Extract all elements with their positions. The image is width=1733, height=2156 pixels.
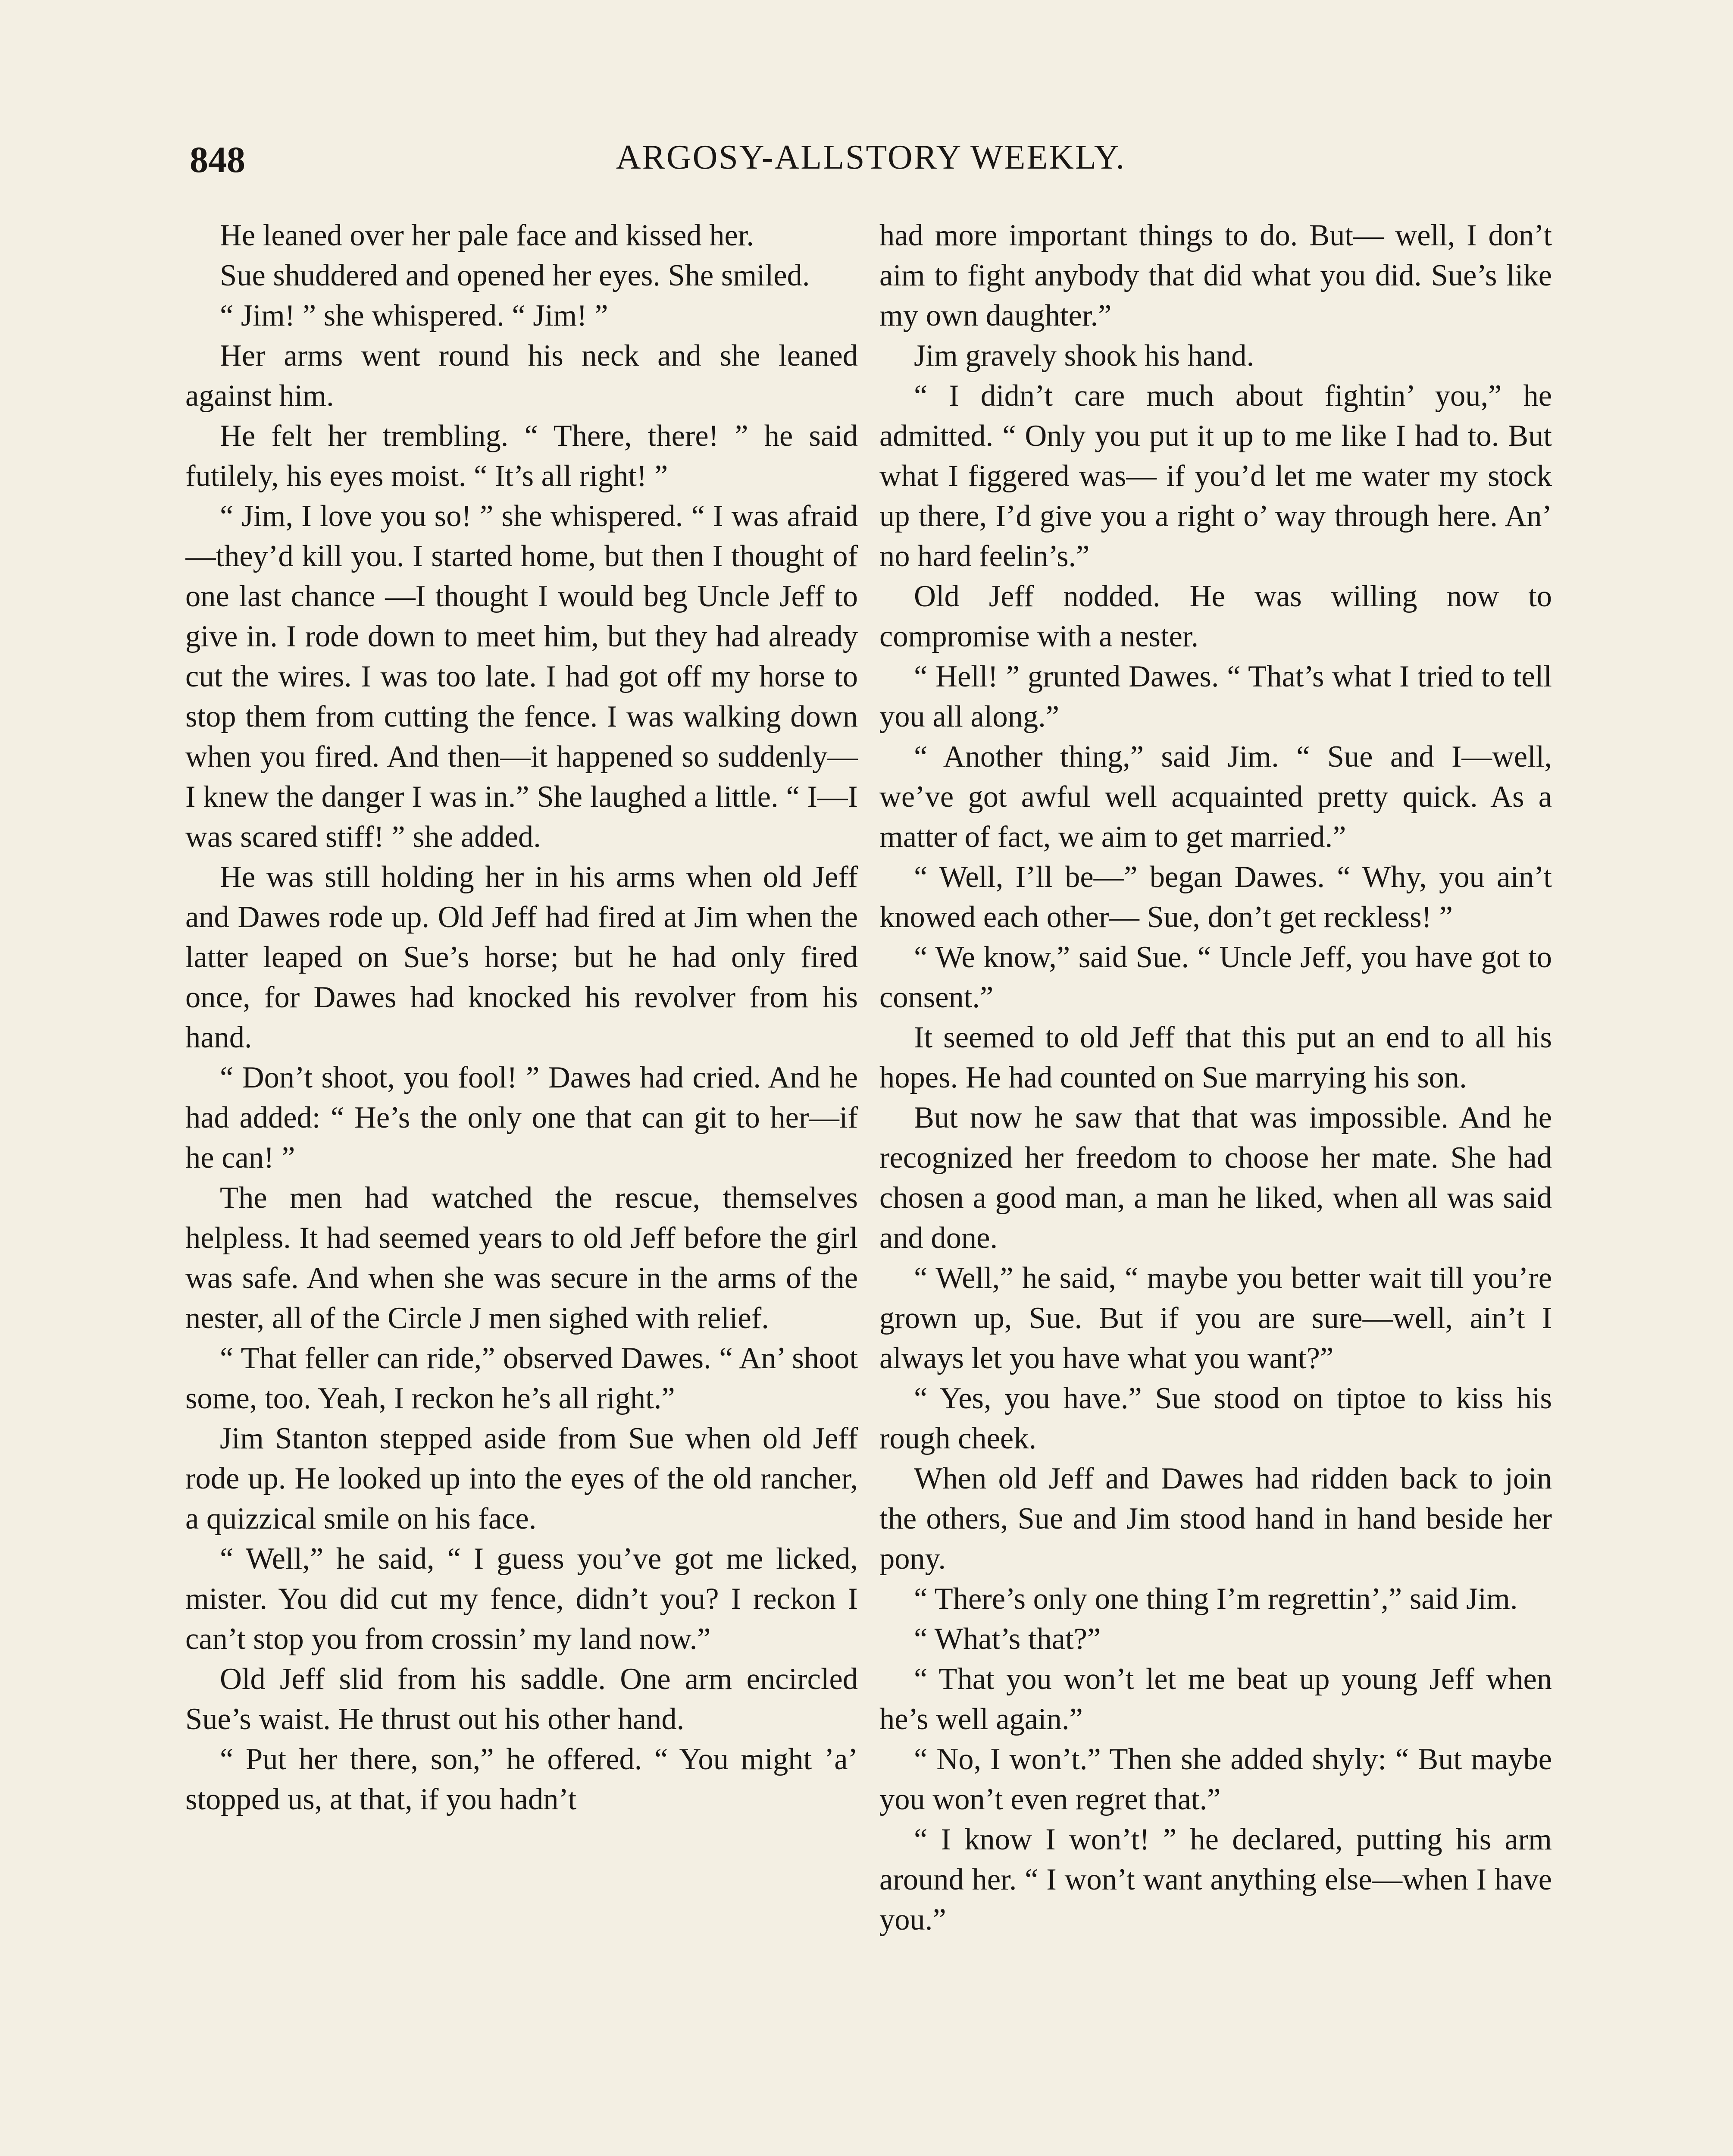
paragraph: “ Jim! ” she whispered. “ Jim! ”	[220, 299, 608, 332]
paragraph: Jim Stanton stepped aside from Sue when old Jeff rode up. He looked up into the eyes of the old rancher, a quizzical smile on his face.	[185, 1422, 858, 1536]
paragraph: had more important things to do. But— well, I don’t aim to fight anybody that did what you did. Sue’s like my own daughter.”	[879, 219, 1552, 332]
paragraph: “ Well,” he said, “ maybe you better wait till you’re grown up, Sue. But if you are sure—well, ain’t I always let you have what you want?”	[879, 1261, 1552, 1375]
paragraph: He felt her trembling. “ There, there! ” he said futilely, his eyes moist. “ It’s all right! ”	[185, 419, 858, 493]
paragraph: He leaned over her pale face and kissed her.	[220, 219, 754, 252]
text-columns	[185, 216, 1552, 2156]
paragraph: Sue shuddered and opened her eyes. She smiled.	[220, 259, 810, 292]
paragraph: “ That you won’t let me beat up young Jeff when he’s well again.”	[879, 1662, 1552, 1736]
paragraph: Old Jeff slid from his saddle. One arm encircled Sue’s waist. He thrust out his other hand.	[185, 1662, 858, 1736]
paragraph: Jim gravely shook his hand.	[914, 339, 1254, 373]
page-header	[190, 138, 1552, 198]
paragraph: “ I didn’t care much about fightin’ you,” he admitted. “ Only you put it up to me like I had to. But what I figgered was— if you’d let me water my stock up there, I’d give you a right o’ way through here. An’ no hard feelin’s.”	[879, 379, 1552, 573]
paragraph: “ Put her there, son,” he offered. “ You might ’a’ stopped us, at that, if you hadn’t	[185, 1742, 858, 1816]
paragraph: He was still holding her in his arms when old Jeff and Dawes rode up. Old Jeff had fired at Jim when the latter leaped on Sue’s horse; but he had only fired once, for Dawes had knocked his revolver from his hand.	[185, 860, 858, 1054]
right-column	[879, 216, 1552, 2156]
paragraph: “ Another thing,” said Jim. “ Sue and I—well, we’ve got awful well acquainted pretty quick. As a matter of fact, we aim to get married.”	[879, 740, 1552, 854]
paragraph: Her arms went round his neck and she leaned against him.	[185, 339, 858, 413]
paragraph: “ Jim, I love you so! ” she whispered. “ I was afraid—they’d kill you. I started home, but then I thought of one last chance —I thought I would beg Uncle Jeff to give in. I rode down to meet him, but they had already cut the wires. I was too late. I had got off my horse to stop them from cutting the fence. I was walking down when you fired. And then—it happened so suddenly—I knew the danger I was in.” She laughed a little. “ I—I was scared stiff! ” she added.	[185, 499, 858, 854]
paragraph: “ Yes, you have.” Sue stood on tiptoe to kiss his rough cheek.	[879, 1382, 1552, 1455]
paragraph: “ I know I won’t! ” he declared, putting his arm around her. “ I won’t want anything else—when I have you.”	[879, 1823, 1552, 1937]
paragraph: “ There’s only one thing I’m regrettin’,” said Jim.	[914, 1582, 1518, 1616]
paragraph: “ We know,” said Sue. “ Uncle Jeff, you have got to consent.”	[879, 940, 1552, 1014]
paragraph: It seemed to old Jeff that this put an end to all his hopes. He had counted on Sue marrying his son.	[879, 1021, 1552, 1094]
paragraph: “ That feller can ride,” observed Dawes. “ An’ shoot some, too. Yeah, I reckon he’s all right.”	[185, 1341, 858, 1415]
paragraph: “ Hell! ” grunted Dawes. “ That’s what I tried to tell you all along.”	[879, 660, 1552, 733]
paragraph: “ Well,” he said, “ I guess you’ve got me licked, mister. You did cut my fence, didn’t you? I reckon I can’t stop you from crossin’ my land now.”	[185, 1542, 858, 1656]
paragraph: The men had watched the rescue, themselves helpless. It had seemed years to old Jeff before the girl was safe. And when she was secure in the arms of the nester, all of the Circle J men sighed with relief.	[185, 1181, 858, 1335]
paragraph: “ What’s that?”	[914, 1622, 1101, 1656]
paragraph: But now he saw that that was impossible. And he recognized her freedom to choose her mate. She had chosen a good man, a man he liked, when all was said and done.	[879, 1101, 1552, 1255]
paragraph: Old Jeff nodded. He was willing now to compromise with a nester.	[879, 580, 1552, 653]
left-column	[185, 216, 858, 2156]
page-number: 848	[190, 139, 245, 180]
paragraph: “ Well, I’ll be—” began Dawes. “ Why, you ain’t knowed each other— Sue, don’t get reckless! ”	[879, 860, 1552, 934]
running-head: ARGOSY-ALLSTORY WEEKLY.	[616, 138, 1126, 176]
paragraph: “ Don’t shoot, you fool! ” Dawes had cried. And he had added: “ He’s the only one that can git to her—if he can! ”	[185, 1061, 858, 1175]
paragraph: “ No, I won’t.” Then she added shyly: “ But maybe you won’t even regret that.”	[879, 1742, 1552, 1816]
paragraph: When old Jeff and Dawes had ridden back to join the others, Sue and Jim stood hand in hand beside her pony.	[879, 1462, 1552, 1576]
